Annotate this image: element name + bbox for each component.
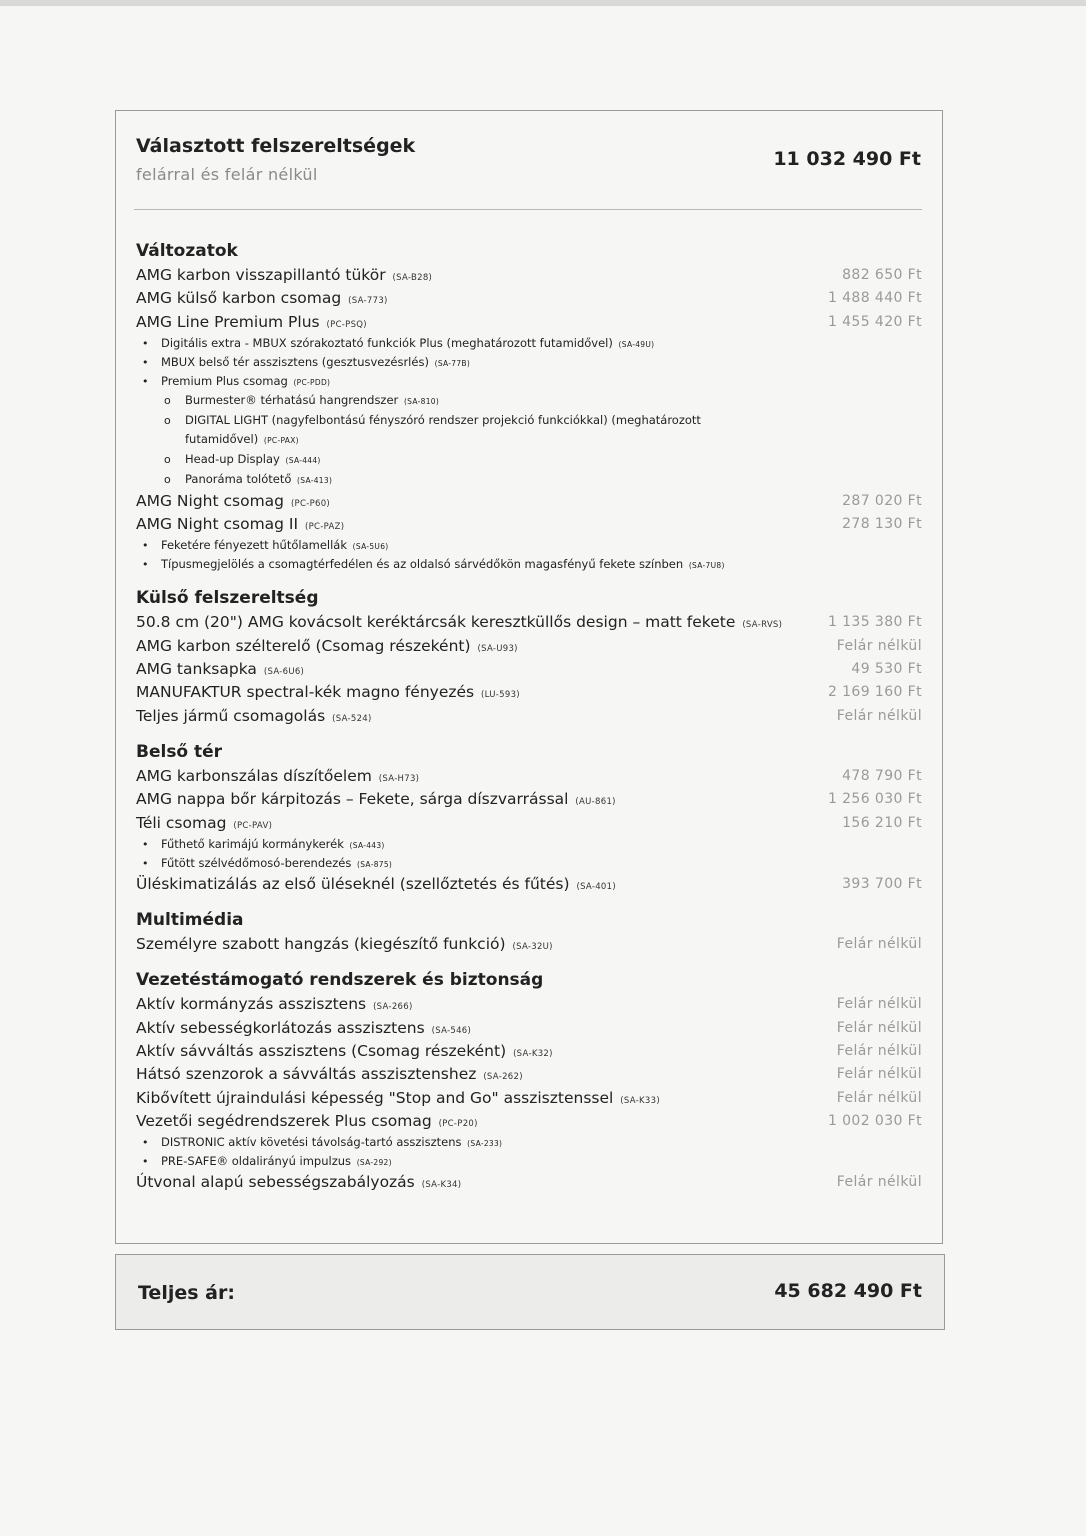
- item-label: DIGITAL LIGHT (nagyfelbontású fényszóró rendszer projekció funkciókkal) (meghatározott futamidővel): [185, 412, 701, 446]
- item-code: (SA-77B): [434, 358, 471, 368]
- equipment-subsubitem: [136, 411, 745, 450]
- item-code: (LU-593): [481, 690, 520, 701]
- equipment-subitem: [136, 353, 922, 372]
- equipment-item: [136, 873, 922, 896]
- item-code: (SA-443): [349, 840, 385, 850]
- equipment-total-price: 11 032 490 Ft: [773, 148, 921, 170]
- item-price: 278 130 Ft: [842, 516, 922, 533]
- equipment-item: [136, 490, 922, 513]
- item-label: Vezetői segédrendszerek Plus csomag: [136, 1111, 432, 1130]
- item-code: (AU-861): [575, 797, 616, 808]
- total-box: [115, 1254, 945, 1330]
- equipment-item: [136, 611, 922, 634]
- section-title: Választott felszereltségek: [136, 135, 416, 157]
- section-subtitle: felárral és felár nélkül: [136, 165, 318, 184]
- equipment-section: [136, 908, 922, 956]
- equipment-item: [136, 993, 922, 1016]
- equipment-subsubitem: [136, 450, 745, 470]
- equipment-item: [136, 1063, 922, 1086]
- scan-edge: [0, 0, 1086, 6]
- item-label: Head-up Display: [185, 451, 280, 466]
- item-label: MANUFAKTUR spectral-kék magno fényezés: [136, 683, 475, 702]
- equipment-item: [136, 1110, 922, 1133]
- item-code: (SA-875): [357, 859, 393, 869]
- item-code: (SA-K33): [620, 1095, 660, 1106]
- section-heading: Változatok: [136, 241, 238, 261]
- item-price: 478 790 Ft: [842, 767, 922, 784]
- item-code: (SA-524): [332, 713, 372, 724]
- equipment-item: [136, 513, 922, 536]
- equipment-item: [136, 1171, 922, 1194]
- equipment-subitem: [136, 372, 922, 391]
- item-code: (SA-H73): [378, 773, 420, 784]
- equipment-subitem: [136, 334, 922, 353]
- item-price: Felár nélkül: [836, 1043, 922, 1060]
- item-label: Kibővített újraindulási képesség "Stop and Go" asszisztenssel: [136, 1088, 614, 1107]
- item-price: 393 700 Ft: [842, 875, 922, 892]
- equipment-item: [136, 788, 922, 811]
- item-code: (PC-PAV): [233, 820, 273, 831]
- equipment-item: [136, 635, 922, 658]
- equipment-section: [136, 740, 922, 896]
- item-label: AMG nappa bőr kárpitozás – Fekete, sárga díszvarrással: [136, 790, 569, 809]
- item-label: Feketére fényezett hűtőlamellák: [161, 538, 347, 553]
- item-label: AMG Night csomag: [136, 491, 284, 510]
- equipment-item: [136, 1040, 922, 1063]
- item-label: PRE-SAFE® oldalirányú impulzus: [161, 1154, 352, 1169]
- equipment-item: [136, 1087, 922, 1110]
- item-label: Üléskimatizálás az első üléseknél (szellőztetés és fűtés): [136, 874, 570, 893]
- item-price: Felár nélkül: [836, 637, 922, 654]
- equipment-section: [136, 968, 922, 1194]
- item-label: AMG karbonszálas díszítőelem: [136, 766, 372, 785]
- item-label: DISTRONIC aktív követési távolság-tartó asszisztens: [161, 1135, 462, 1150]
- equipment-subitem: [136, 555, 922, 574]
- equipment-item: [136, 287, 922, 310]
- equipment-subsubitem: [136, 391, 745, 411]
- equipment-section: [136, 239, 922, 574]
- item-code: (SA-6U6): [263, 667, 305, 678]
- item-label: Aktív sebességkorlátozás asszisztens: [136, 1018, 425, 1037]
- item-label: Burmester® térhatású hangrendszer: [185, 392, 399, 407]
- item-code: (SA-K34): [421, 1180, 462, 1191]
- equipment-subitem: [136, 536, 922, 555]
- item-code: (SA-262): [483, 1072, 523, 1083]
- equipment-subsubitem: [136, 470, 745, 490]
- item-label: AMG tanksapka: [136, 660, 257, 679]
- equipment-box: [115, 110, 943, 1244]
- item-code: (SA-413): [297, 475, 333, 485]
- item-code: (SA-546): [431, 1025, 472, 1036]
- item-price: 1 135 380 Ft: [827, 614, 922, 631]
- section-heading: Multimédia: [136, 910, 244, 931]
- item-label: Útvonal alapú sebességszabályozás: [136, 1173, 415, 1192]
- item-price: Felár nélkül: [836, 1174, 922, 1191]
- section-heading: Külső felszereltség: [136, 588, 319, 609]
- item-label: Panoráma tolótető: [185, 471, 292, 486]
- section-heading: Belső tér: [136, 741, 223, 762]
- item-price: 49 530 Ft: [851, 661, 922, 678]
- item-label: Aktív kormányzás asszisztens: [136, 995, 367, 1014]
- item-code: (SA-444): [285, 455, 321, 465]
- item-label: AMG Line Premium Plus: [136, 312, 320, 331]
- equipment-subitem: [136, 835, 922, 854]
- item-price: 1 002 030 Ft: [827, 1112, 922, 1129]
- item-code: (SA-292): [356, 1158, 392, 1168]
- item-code: (SA-U93): [477, 643, 518, 654]
- item-code: (PC-P20): [438, 1118, 478, 1129]
- item-label: Fűtött szélvédőmosó-berendezés: [161, 855, 352, 870]
- item-price: 1 256 030 Ft: [827, 791, 922, 808]
- equipment-item: [136, 264, 922, 287]
- item-code: (SA-5U6): [352, 542, 389, 552]
- item-label: AMG karbon visszapillantó tükör: [136, 266, 386, 284]
- item-price: Felár nélkül: [836, 936, 922, 953]
- equipment-subitem: [136, 854, 922, 873]
- equipment-item: [136, 658, 922, 681]
- item-price: Felár nélkül: [836, 996, 922, 1013]
- equipment-item: [136, 681, 922, 704]
- section-heading: Vezetéstámogató rendszerek és biztonság: [136, 970, 544, 991]
- item-label: Digitális extra - MBUX szórakoztató funkciók Plus (meghatározott futamidővel): [161, 335, 613, 350]
- item-code: (PC-P60): [290, 498, 331, 509]
- item-price: 1 488 440 Ft: [827, 290, 922, 307]
- item-label: Téli csomag: [136, 813, 227, 832]
- item-price: Felár nélkül: [836, 707, 922, 724]
- item-code: (PC-PDD): [293, 377, 331, 387]
- item-label: Premium Plus csomag: [161, 373, 288, 388]
- item-price: 1 455 420 Ft: [827, 313, 922, 330]
- item-code: (SA-233): [467, 1139, 503, 1149]
- equipment-list: [136, 239, 922, 1195]
- item-label: Hátsó szenzorok a sávváltás asszisztenshez: [136, 1065, 477, 1084]
- item-code: (SA-266): [373, 1002, 413, 1013]
- item-code: (SA-7U8): [688, 561, 725, 571]
- item-price: Felár nélkül: [836, 1089, 922, 1106]
- equipment-item: [136, 933, 922, 956]
- equipment-subitem: [136, 1133, 922, 1152]
- item-price: 882 650 Ft: [842, 267, 922, 283]
- equipment-item: [136, 812, 922, 835]
- item-price: 287 020 Ft: [842, 492, 922, 509]
- item-price: Felár nélkül: [836, 1019, 922, 1036]
- item-price: 2 169 160 Ft: [827, 684, 922, 701]
- item-code: (SA-773): [348, 296, 388, 307]
- item-code: (SA-810): [403, 396, 440, 406]
- item-label: AMG külső karbon csomag: [136, 289, 342, 308]
- equipment-item: [136, 765, 922, 788]
- divider: [134, 209, 922, 210]
- item-code: (PC-PAX): [263, 435, 299, 445]
- item-code: (SA-K32): [513, 1049, 553, 1060]
- item-label: Típusmegjelölés a csomagtérfedélen és az oldalsó sárvédőkön magasfényű fekete színben: [161, 557, 684, 572]
- item-label: AMG karbon szélterelő (Csomag részeként): [136, 636, 471, 655]
- item-price: 156 210 Ft: [842, 814, 922, 831]
- item-label: MBUX belső tér asszisztens (gesztusvezésrlés): [161, 354, 429, 369]
- item-label: 50.8 cm (20") AMG kovácsolt keréktárcsák keresztküllős design – matt fekete: [136, 613, 736, 632]
- item-label: Fűthető karimájú kormánykerék: [161, 836, 344, 851]
- item-label: Aktív sávváltás asszisztens (Csomag részeként): [136, 1042, 507, 1061]
- item-code: (PC-PAZ): [305, 522, 345, 533]
- item-label: Személyre szabott hangzás (kiegészítő funkció): [136, 935, 506, 954]
- equipment-section: [136, 586, 922, 727]
- total-price: 45 682 490 Ft: [774, 1280, 922, 1302]
- equipment-item: [136, 1017, 922, 1040]
- item-code: (SA-32U): [512, 942, 553, 953]
- equipment-item: [136, 311, 922, 334]
- item-price: Felár nélkül: [836, 1066, 922, 1083]
- item-code: (SA-RVS): [742, 620, 783, 631]
- equipment-item: [136, 705, 922, 728]
- item-code: (SA-401): [576, 881, 616, 892]
- item-code: (SA-B28): [392, 273, 433, 283]
- item-code: (PC-PSQ): [326, 319, 367, 330]
- item-label: AMG Night csomag II: [136, 515, 299, 534]
- item-code: (SA-49U): [618, 339, 655, 349]
- item-label: Teljes jármű csomagolás: [136, 706, 326, 725]
- total-label: Teljes ár:: [138, 1282, 235, 1304]
- equipment-subitem: [136, 1152, 922, 1171]
